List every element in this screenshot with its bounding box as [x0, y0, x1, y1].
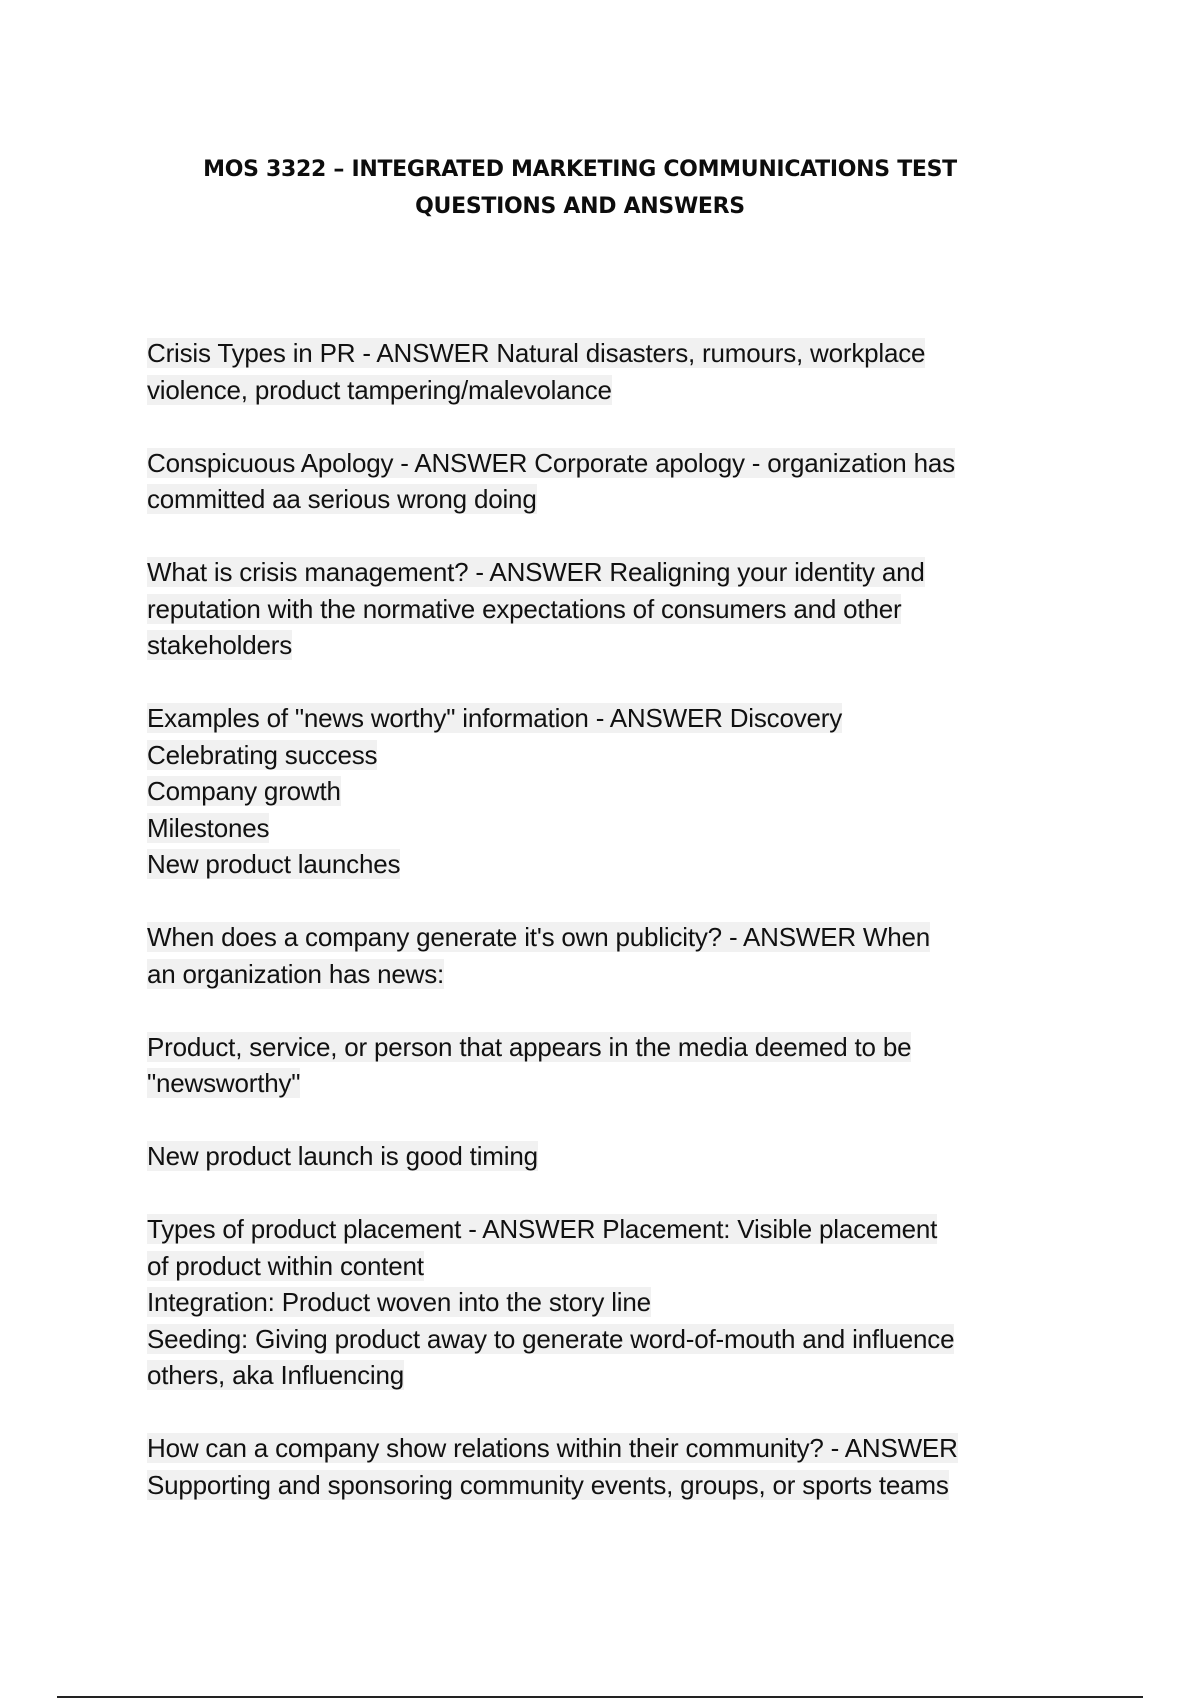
qa-entry-newsworthy-examples: Examples of "news worthy" information - ANSWER Discovery Celebrating success Company growth Milestones New product launches: [147, 703, 843, 879]
qa-entry-crisis-types: Crisis Types in PR - ANSWER Natural disasters, rumours, workplace violence, product tampering/malevolance: [147, 338, 926, 405]
qa-entry-community-relations: How can a company show relations within their community? - ANSWER Supporting and sponsoring community events, groups, or sports teams: [147, 1433, 958, 1500]
qa-entry-newsworthy-definition: Product, service, or person that appears in the media deemed to be "newsworthy": [147, 1031, 912, 1098]
qa-entry-product-placement: Types of product placement - ANSWER Placement: Visible placement of product within content Integration: Product woven into the story line Seeding: Giving product away to generate word-of-mouth and influence others, aka Influencing: [147, 1214, 955, 1390]
qa-list: [147, 335, 1057, 1540]
page-title-line-1: MOS 3322 – INTEGRATED MARKETING COMMUNICATIONS TEST: [203, 157, 957, 182]
page-title: [150, 151, 1010, 225]
qa-entry-crisis-management: What is crisis management? - ANSWER Realigning your identity and reputation with the normative expectations of consumers and other stakeholders: [147, 557, 925, 660]
qa-entry-generate-publicity: When does a company generate it's own publicity? - ANSWER When an organization has news:: [147, 922, 931, 989]
footer-divider: [57, 1696, 1143, 1698]
page-title-line-2: QUESTIONS AND ANSWERS: [415, 194, 745, 219]
qa-entry-conspicuous-apology: Conspicuous Apology - ANSWER Corporate apology - organization has committed aa serious wrong doing: [147, 447, 955, 514]
qa-entry-launch-timing: New product launch is good timing: [147, 1141, 538, 1171]
